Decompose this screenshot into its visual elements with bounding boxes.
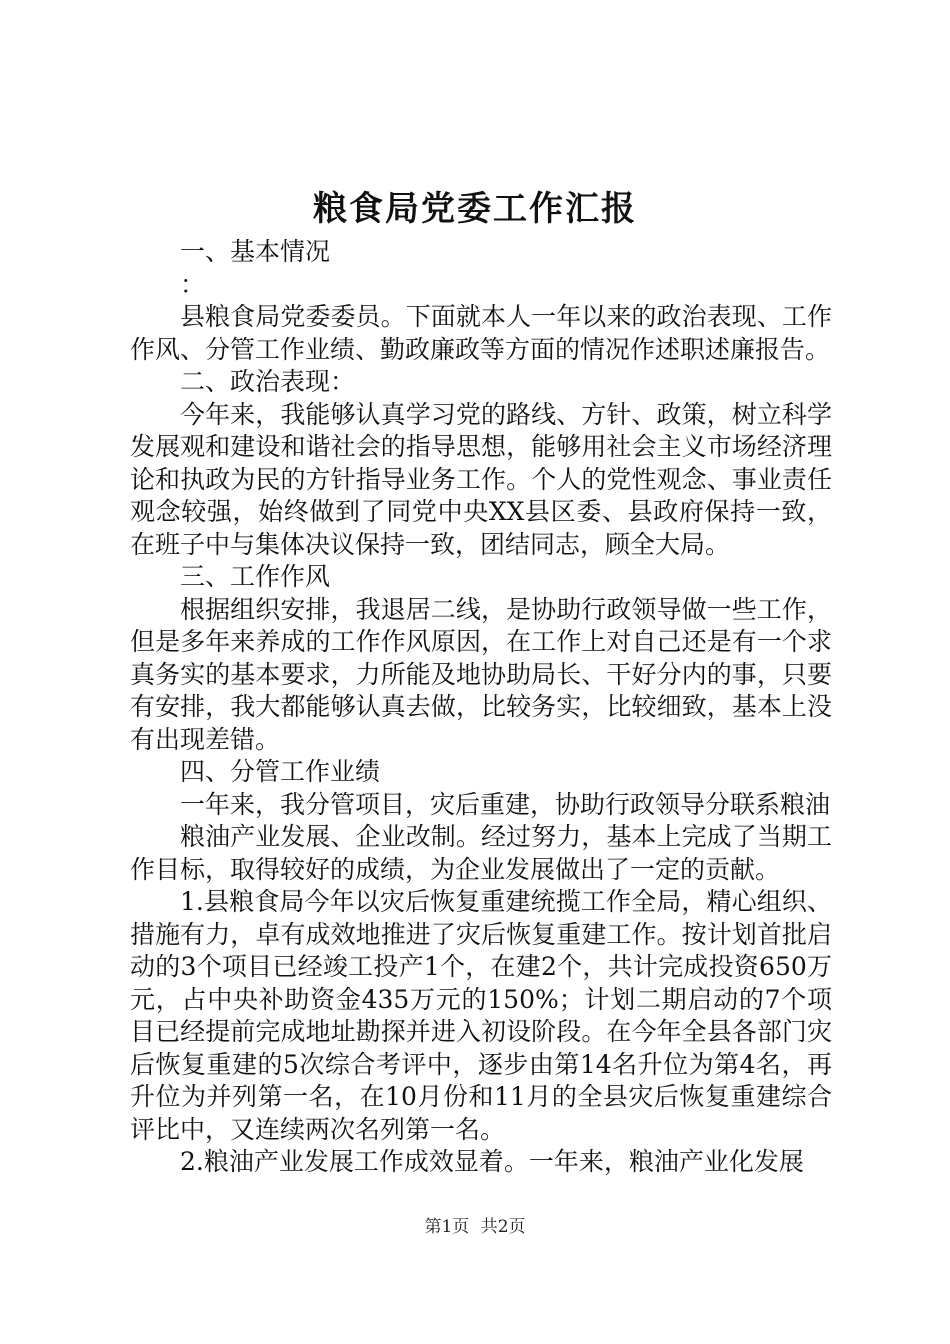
- section-heading-basic: 一、基本情况: [180, 237, 331, 266]
- paragraph-item-2: 2.粮油产业发展工作成效显着。一年来，粮油产业化发展: [180, 1147, 804, 1176]
- paragraph-performance-1: 一年来，我分管项目，灾后重建，协助行政领导分联系粮油: [180, 789, 831, 819]
- paragraph-item-1: 1.县粮食局今年以灾后恢复重建统揽工作全局，精心组织、措施有力，卓有成效地推进了灾后恢复重建工作。按计划首批启动的3个项目已经竣工投产1个，在建2个，共计完成投资650万元，占中央补助资金435万元的150%；计划二期启动的7个项目已经提前完成地址勘探并进入初设阶段。在今年全县各部门灾后恢复重建的5次综合考评中，逐步由第14名升位为第4名，再升位为并列第一名，在10月份和11月的全县灾后恢复重建综合评比中，又连续两次名列第一名。: [130, 887, 832, 1144]
- section-heading-political: 二、政治表现：: [180, 367, 356, 396]
- paragraph-political: 今年来，我能够认真学习党的路线、方针、政策，树立科学发展观和建设和谐社会的指导思想，能够用社会主义市场经济理论和执政为民的方针指导业务工作。个人的党性观念、事业责任观念较强，始终做到了同党中央XX县区委、县政府保持一致，在班子中与集体决议保持一致，团结同志，顾全大局。: [130, 399, 832, 559]
- page-total: 共2页: [480, 1217, 526, 1237]
- colon-line: ：: [180, 269, 206, 299]
- page-footer: [0, 1216, 950, 1238]
- document-title: 粮食局党委工作汇报: [313, 189, 637, 229]
- document-body: [130, 236, 832, 1179]
- paragraph-work-style: 根据组织安排，我退居二线，是协助行政领导做一些工作，但是多年来养成的工作作风原因，在工作上对自己还是有一个求真务实的基本要求，力所能及地协助局长、干好分内的事，只要有安排，我大都能够认真去做，比较务实，比较细致，基本上没有出现差错。: [130, 594, 832, 754]
- paragraph-intro: 县粮食局党委委员。下面就本人一年以来的政治表现、工作作风、分管工作业绩、勤政廉政等方面的情况作述职述廉报告。: [130, 302, 832, 364]
- paragraph-performance-2: 粮油产业发展、企业改制。经过努力，基本上完成了当期工作目标，取得较好的成绩，为企业发展做出了一定的贡献。: [130, 822, 832, 884]
- section-heading-work-style: 三、工作作风: [180, 562, 331, 591]
- section-heading-performance: 四、分管工作业绩: [180, 757, 381, 786]
- page-number: 第1页: [424, 1217, 470, 1237]
